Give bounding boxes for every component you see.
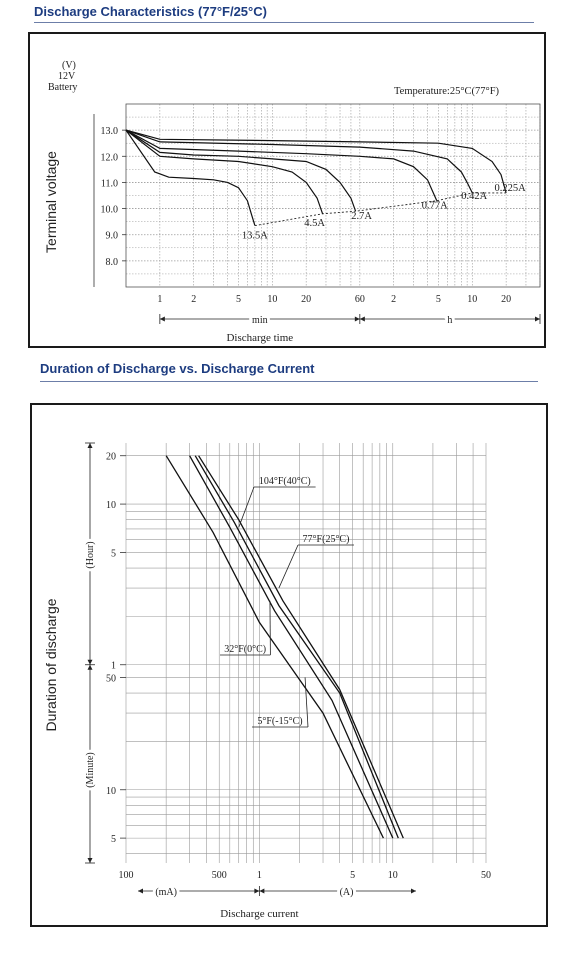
span-arrow [88, 858, 93, 863]
y-tick-label: 10 [106, 785, 116, 797]
y-tick-label: 12.0 [100, 152, 118, 164]
curve-label: 104°F(40°C) [258, 476, 311, 487]
y-tick-label: 10.0 [100, 204, 118, 216]
discharge-characteristics-chart [30, 34, 544, 346]
y-tick-label: 8.0 [105, 256, 118, 268]
x-tick-label: 20 [301, 294, 312, 305]
section1-rule [34, 22, 534, 23]
y-tick-label: 20 [106, 451, 116, 463]
span-arrow [88, 443, 93, 448]
y-tick-label: 1 [111, 660, 116, 672]
ma-label: (mA) [155, 887, 177, 898]
y-tick-label: 5 [111, 548, 116, 560]
section2-rule [40, 381, 538, 382]
a-label: (A) [339, 887, 354, 898]
unit-label: (V) [62, 60, 76, 71]
range-arrow [360, 317, 365, 322]
x-tick-label: 100 [118, 870, 134, 881]
chart2-panel [30, 403, 548, 927]
y-tick-label: 5 [111, 834, 116, 846]
range-arrow [160, 317, 165, 322]
callout-leader [279, 545, 298, 588]
x-tick-label: 2 [191, 294, 197, 305]
curve-label: 13.5A [241, 230, 268, 242]
curve-label: 5°F(-15°C) [257, 716, 303, 727]
x-tick-label: 5 [235, 294, 241, 305]
curve-label: 0.77A [421, 200, 448, 212]
x-tick-label: 2 [391, 294, 397, 305]
duration-vs-current-chart [32, 405, 546, 925]
x-tick-label: 10 [387, 870, 398, 881]
curve-label: 0.42A [461, 190, 488, 202]
curve-label: 4.5A [304, 217, 325, 229]
curve-label: 32°F(0°C) [224, 644, 267, 655]
span-arrow [88, 660, 93, 665]
x-tick-label: 5 [350, 870, 356, 881]
minute-axis-label: (Minute) [85, 752, 96, 788]
chart1-panel [28, 32, 546, 348]
span-arrow [259, 889, 264, 894]
y-tick-label: 50 [106, 673, 116, 685]
curve-label: 77°F(25°C) [302, 534, 350, 545]
curve-label: 2.7A [351, 211, 372, 223]
y-tick-label: 9.0 [105, 230, 118, 242]
hour-label: h [447, 315, 453, 326]
battery-label-2: Battery [48, 82, 78, 93]
span-arrow [254, 889, 259, 894]
x-axis-title: Discharge current [220, 908, 299, 920]
callout-leader [305, 677, 308, 727]
section2-title: Duration of Discharge vs. Discharge Current [40, 361, 315, 376]
x-axis-title: Discharge time [226, 332, 294, 344]
y-tick-label: 10 [106, 500, 116, 512]
span-arrow [88, 665, 93, 670]
range-arrow [355, 317, 360, 322]
hour-axis-label: (Hour) [85, 541, 96, 569]
discharge-curve-0_225A [126, 130, 506, 193]
section1-title: Discharge Characteristics (77°F/25°C) [34, 4, 267, 19]
temperature-label: Temperature:25°C(77°F) [394, 86, 500, 97]
range-arrow [535, 317, 540, 322]
y-axis-title: Duration of discharge [43, 598, 59, 732]
x-tick-label: 10 [267, 294, 278, 305]
x-tick-label: 20 [501, 294, 512, 305]
span-arrow [411, 889, 416, 894]
battery-label: 12V [58, 71, 76, 82]
x-tick-label: 1 [157, 294, 163, 305]
duration-curve [190, 456, 393, 838]
y-tick-label: 13.0 [100, 126, 118, 138]
x-tick-label: 500 [211, 870, 227, 881]
x-tick-label: 1 [256, 870, 262, 881]
x-tick-label: 5 [435, 294, 441, 305]
span-arrow [138, 889, 143, 894]
y-axis-title: Terminal voltage [43, 151, 59, 253]
curve-label: 0.225A [494, 182, 526, 194]
x-tick-label: 10 [467, 294, 478, 305]
duration-curve [166, 456, 383, 838]
y-tick-label: 11.0 [100, 178, 118, 190]
x-tick-label: 60 [354, 294, 365, 305]
min-label: min [252, 315, 268, 326]
x-tick-label: 50 [481, 870, 491, 881]
